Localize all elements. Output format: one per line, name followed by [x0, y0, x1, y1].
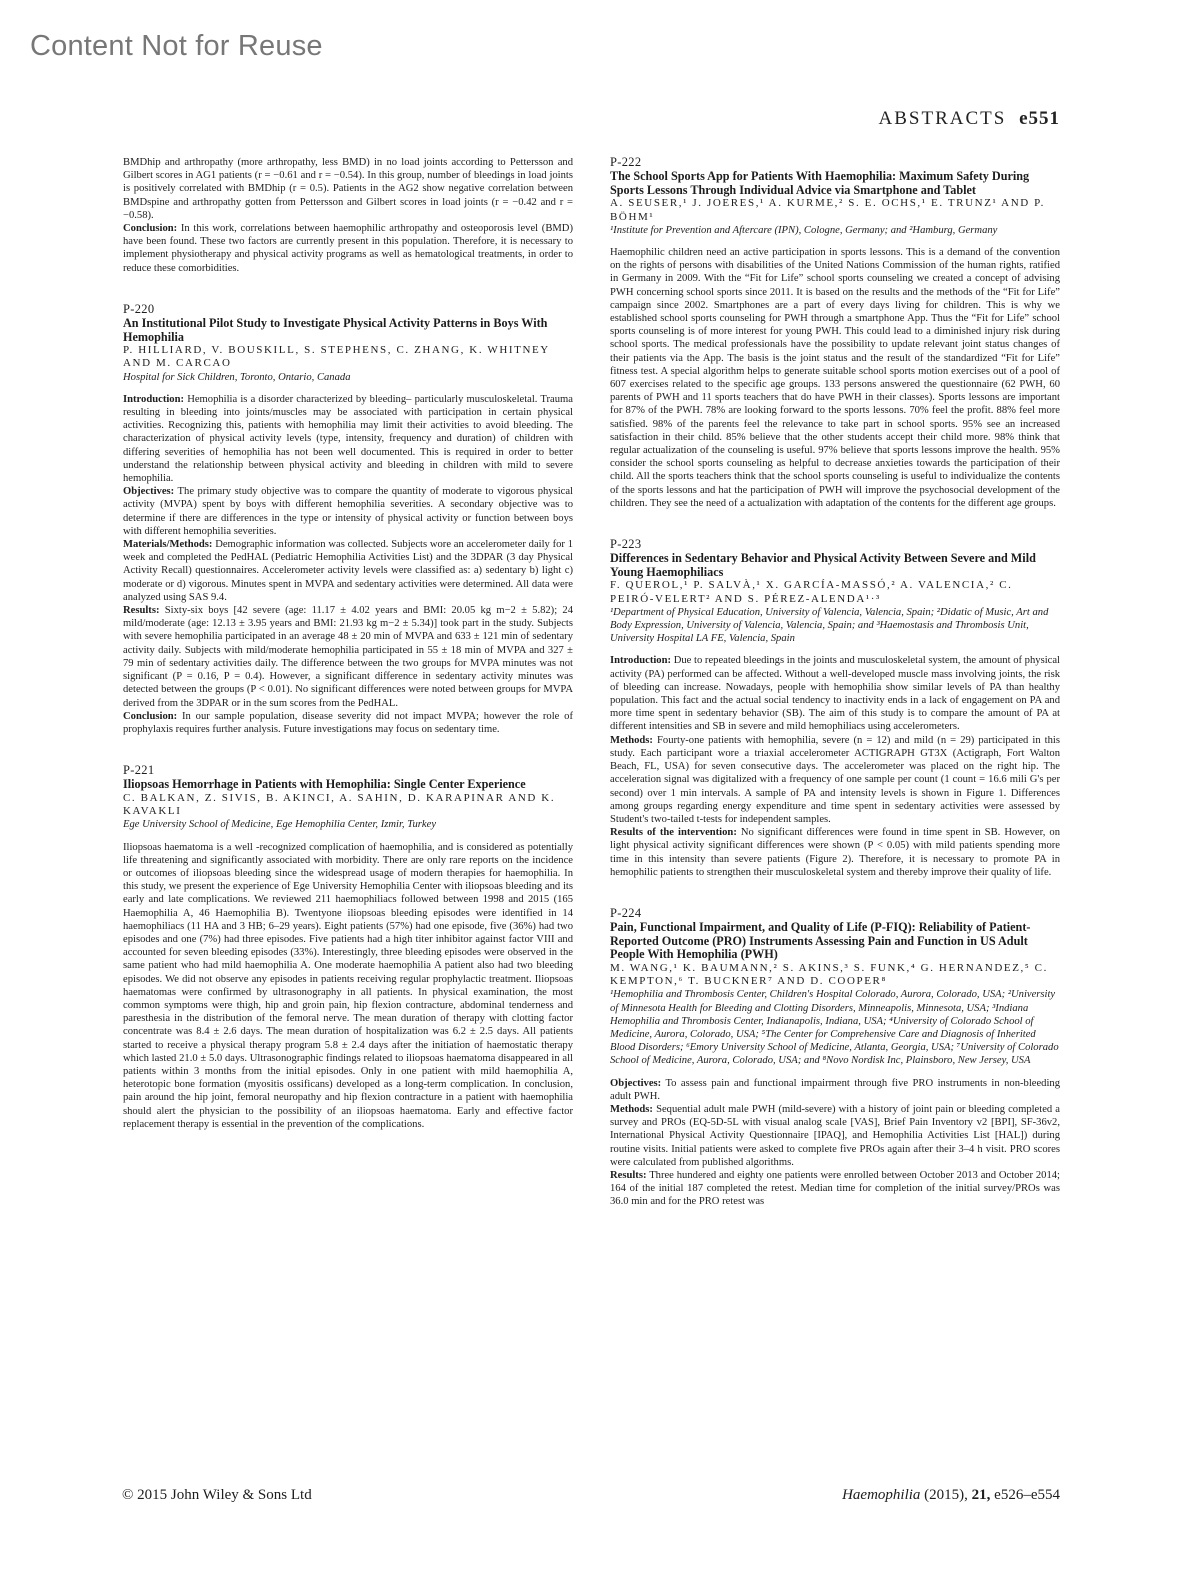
abstract-section	[610, 826, 1060, 879]
abstract-authors: M. WANG,¹ K. BAUMANN,² S. AKINS,³ S. FUNK,⁴ G. HERNANDEZ,⁵ C. KEMPTON,⁶ T. BUCKNER⁷ AND D. COOPER⁸	[610, 961, 1048, 988]
abstract-number: P-223	[610, 537, 642, 552]
right-column	[610, 156, 1060, 1209]
journal-name: Haemophilia	[842, 1487, 921, 1503]
section-label: Methods:	[610, 734, 653, 746]
section-text: Sixty-six boys [42 severe (age: 11.17 ± 4.02 years and BMI: 20.05 kg m−2 ± 5.82); 24 mild/moderate (age: 12.13 ± 3.95 years and BMI: 21.93 kg m−2 ± 5.34)] took part in the study. Subjects with severe hemophilia participated in an average 48 ± 20 min of MVPA and 633 ± 121 min of sedentary activity daily. Subjects with mild/moderate hemophilia participated in 55 ± 18 min of MVPA and 327 ± 79 min of sedentary activities daily. The difference between the two groups for MVPA minutes was not significant (P = 0.16, P = 0.4). However, a significant difference in sedentary activity minutes was detected between the groups (P < 0.01). No significant differences were noted between groups for MVPA derived from the 3DPAR or in the sum scores from the PedHAL.	[123, 605, 573, 709]
section-text: Demographic information was collected. Subjects wore an accelerometer daily for 1 week and completed the PedHAL (Pediatric Hemophilia Activities List) and the 3DPAR (3 day Physical Activity Recall) questionnaires. Accelerometer activity levels were classified as: a) sedentary b) light c) moderate or d) vigorous. Minutes spent in MVPA and sedentary activities were determined. All data were analyzed using SAS 9.4.	[123, 539, 573, 603]
section-text: Three hundered and eighty one patients were enrolled between October 2013 and October 2014; 164 of the initial 187 completed the retest. Median time for completion of the initial survey/PROs was 36.0 min and for the PRO retest was	[610, 1169, 1060, 1208]
abstract-section	[123, 604, 573, 710]
abstract-section	[123, 710, 573, 736]
journal-year: (2015),	[924, 1487, 968, 1503]
abstract-title: Pain, Functional Impairment, and Quality of Life (P-FIQ): Reliability of Patient-Reported Outcome (PRO) Instruments Assessing Pain and Function in US Adult People With Hemophilia (PWH)	[610, 920, 1031, 962]
section-text: Due to repeated bleedings in the joints and musculoskeletal system, the amount of physical activity (PA) performed can be affected. Without a well-developed muscle mass involving joints, the risk of bleeding can increase. Nowadays, people with hemophilia show similar levels of PA than healthy population. This fact and the actual social tendency to inactivity ends in a lack of engagement on PA and more time spent in sedentary behavior (SB). The aim of this study is to compare the amount of PA at different intensities and SB in severe and mild hemophiliacs using accelerometers.	[610, 655, 1060, 733]
watermark: Content Not for Reuse	[30, 30, 323, 62]
abstract-affiliation: ¹Department of Physical Education, University of Valencia, Valencia, Spain; ²Didatic of Music, Art and Body Expression, University of Valencia, Valencia, Spain; and ³Haemostasis and Thrombosis Unit, University Hospital LA FE, Valencia, Spain	[610, 606, 1049, 645]
abstract-p223	[610, 538, 1060, 879]
section-text: No significant differences were found in time spent in SB. However, on light physical activity significant differences were shown (P < 0.05) with mild patients spending more time in this intensity than severe patients (Figure 2). Therefore, it is necessary to promote PA in hemophilic patients to strengthen their musculoskeletal system and thereby improve their quality of life.	[610, 827, 1060, 878]
footer-citation	[842, 1487, 1060, 1504]
section-label: Materials/Methods:	[123, 539, 213, 551]
abstract-affiliation: ¹Institute for Prevention and Aftercare (IPN), Cologne, Germany; and ²Hamburg, Germany	[610, 224, 998, 236]
section-text: In our sample population, disease severity did not impact MVPA; however the role of prophylaxis requires further analysis. Future investigations may focus on sedentary time.	[123, 710, 573, 735]
abstract-number: P-221	[123, 763, 155, 778]
section-label: Objectives:	[610, 1077, 662, 1089]
section-text: Sequential adult male PWH (mild-severe) with a history of joint pain or bleeding completed a survey and PROs (EQ-5D-5L with visual analog scale [VAS], Brief Pain Inventory v2 [BPI], SF-36v2, International Physical Activity Questionnaire [IPAQ], and Hemophilia Activities List [HAL]) during routine visits. Initial patients were asked to complete five PROs again after their 3–4 h visit. PRO scores were calculated from published algorithms.	[610, 1103, 1060, 1168]
section-label: Introduction:	[123, 393, 185, 405]
abstract-title: The School Sports App for Patients With Haemophilia: Maximum Safety During Sports Lessons Through Individual Advice via Smartphone and Tablet	[610, 169, 1030, 197]
abstract-authors: P. HILLIARD, V. BOUSKILL, S. STEPHENS, C. ZHANG, K. WHITNEY AND M. CARCAO	[123, 344, 550, 370]
abstract-number: P-220	[123, 301, 155, 316]
abstract-title: An Institutional Pilot Study to Investigate Physical Activity Patterns in Boys With Hemophilia	[123, 316, 548, 344]
abstract-number: P-224	[610, 905, 642, 920]
section-label: Results:	[610, 1169, 647, 1181]
abstract-number: P-222	[610, 155, 642, 169]
page-number: e551	[1019, 108, 1060, 129]
abstract-section	[610, 654, 1060, 733]
footer-copyright: © 2015 John Wiley & Sons Ltd	[122, 1487, 312, 1503]
section-text: The primary study objective was to compare the quantity of moderate to vigorous physical activity (MVPA) spent by boys with different hemophilia severities. A secondary objective was to determine if there are differences in the type or intensity of physical activity or function between boys with different hemophilia severities.	[123, 486, 574, 537]
section-text: To assess pain and functional impairment through five PRO instruments in non-bleeding adult PWH.	[610, 1077, 1060, 1102]
journal-volume: 21,	[971, 1487, 991, 1503]
section-label: Results:	[123, 605, 160, 617]
abstract-p224	[610, 907, 1060, 1209]
abstract-section	[123, 538, 573, 604]
abstract-title: Differences in Sedentary Behavior and Physical Activity Between Severe and Mild Young Haemophiliacs	[610, 551, 1036, 579]
abstract-section	[610, 1077, 1060, 1103]
abstract-body: Iliopsoas haematoma is a well -recognized complication of haemophilia, and is considered as potentially life threatening and significantly associated with morbidity. There are only rare reports on the incidence or outcomes of iliopsoas bleeding since the widespread usage of modern therapies for haemophilia. In this study, we present the experience of Ege University Hemophilia Center with iliopsoas bleeding and its early and late complications. We reviewed 211 haemophiliacs followed between 1998 and 2015 (165 Haemophilia A, 46 Haemophilia B). Twentyone iliopsoas bleeding episodes were identified in 14 haemophiliacs (11 HA and 3 HB; 6–29 years). Eight patients (57%) had one episode, five (36%) had two episodes and one (7%) had three episodes. Five patients had a high titer inhibitor against factor VIII and accounted for seven bleeding episodes (33%). Interestingly, three bleeding episodes were observed in the same patient who had mild haemophilia A. One moderate haemophilia A patient also had two bleeding episodes. We did not observe any episodes in patients receiving regular prophylactic treatment. Iliopsoas haematomas were confirmed by ultrasonography in all patients. In physical examination, the most common symptoms were thigh, hip and groin pain, hip flexion contracture, abdominal tenderness and paresthesia in the distribution of the femoral nerve. The mean duration of therapy with clotting factor concentrate was 8.4 ± 2.6 days. The mean duration of hospitalization was 6.2 ± 2.5 days. All patients started to receive a physical therapy program 5.8 ± 2.4 days after the initiation of haemostatic therapy which lasted 21.0 ± 5.0 days. Ultrasonographic findings related to iliopsoas haematoma disappeared in all patients within 3 months from the initial episodes. Only in one patient with mild haemophilia A, heterotopic bone formation (myositis ossificans) developed as a long-term complication. In conclusion, pain around the hip joint, femoral neuropathy and hip flexion contracture in a patient with haemophilia should alert the physician to the possibility of an iliopsoas haematoma. Early and effective factor replacement therapy is essential in the prevention of the complications.	[123, 841, 573, 1130]
continuation-conclusion	[123, 222, 573, 275]
section-label: Objectives:	[123, 486, 175, 498]
abstract-affiliation: ¹Hemophilia and Thrombosis Center, Children's Hospital Colorado, Aurora, Colorado, USA; ²University of Minnesota Health for Bleeding and Clotting Disorders, Minneapolis, Minnesota, USA; ³Indiana Hemophilia and Thrombosis Center, Indianapolis, Indiana, USA; ⁴University of Colorado School of Medicine, Aurora, Colorado, USA; ⁵The Center for Comprehensive Care and Diagnosis of Inherited Blood Disorders; ⁶Emory University School of Medicine, Atlanta, Georgia, USA; ⁷University of Colorado School of Medicine, Aurora, Colorado, USA; and ⁸Novo Nordisk Inc, Plainsboro, New Jersey, USA	[610, 989, 1059, 1067]
section-text: In this work, correlations between haemophilic arthropathy and osteoporosis level (BMD) have been found. These two factors are currently present in this population. Therefore, it is necessary to implement physiotherapy and physical activity programs as well as hematological treatments, in order to reduce these comorbidities.	[123, 223, 573, 274]
section-text: Fourty-one patients with hemophilia, severe (n = 12) and mild (n = 29) participated in this study. Each participant wore a triaxial accelerometer ACTIGRAPH GT3X (Actigraph, Fort Walton Beach, FL, USA) for seven consecutive days. The accelerometer was placed on the right hip. The acceleration signal was digitalized with a frequency of one sample per count (1 count = 16.6 mili G's per second) over 1 min intervals. A sample of PA and intensity levels is shown in Figure 1. Differences among groups regarding energy expenditure and time spent in sedentary activities were assessed by Student's two-tailed t-tests for independent samples.	[610, 734, 1060, 825]
abstract-title: Iliopsoas Hemorrhage in Patients with Hemophilia: Single Center Experience	[123, 777, 526, 792]
journal-pages: e526–e554	[994, 1487, 1060, 1503]
abstract-section	[123, 485, 573, 538]
section-name: ABSTRACTS	[878, 108, 1007, 129]
abstract-affiliation: Ege University School of Medicine, Ege Hemophilia Center, Izmir, Turkey	[123, 819, 437, 831]
abstract-section	[610, 734, 1060, 826]
abstract-body: Haemophilic children need an active participation in sports lessons. This is a demand of the convention on the rights of persons with disabilities of the United Nations Commission of the human rights, ratified in Germany in 2009. With the “Fit for Life” school sports counseling we created a concept of advising PWH concerning school sports since 2011. It is based on the results and the methods of the “Fit for Life” campaign since 2002. Smartphones are a part of every days living for children. This is why we established school sports counseling for PWH through a smartphone App. Thus the “Fit for Life” school sports counseling is of more interest for young PWH. This could lead to a diminished injury risk during school sports. The medical professionals have the possibility to update relevant joint status changes of their patients via the App. The basis is the joint status and the result of the standardized “Fit for Life” fitness test. A special algorithm helps to generate suitable school sports motion exercises out of a pool of 607 exercises related to the specific age groups. 133 persons answered the questionnaire (62 PWH, 60 parents of PWH and 11 sports teachers that do have PWH in their classes). Sports lessons are important for 87% of the PWH. 78% are looking forward to the sports lessons. 70% feel the profit. 88% feel more satisfied. 98% of the parents feel the relevance to take part in school sports. 95% see an increased satisfaction in their child. 85% believe that the other students accept their child more. 98% think that regular actualization of the counseling is useful. 97% believe that sports lessons improve the health. 95% consider the school sports counseling as helpful to decrease anxieties towards the participation of their child. All the sports teachers think that the school sports counseling is useful to individualize the contents of the sports lessons and hat the participation of PWH will improve the psychosocial development of the children. They see the need of a actualization with adaptation of the contents for the different age groups.	[610, 247, 1060, 509]
abstract-section	[123, 393, 573, 485]
abstract-affiliation: Hospital for Sick Children, Toronto, Ontario, Canada	[123, 371, 351, 383]
abstract-p220	[123, 303, 573, 736]
abstract-authors: F. QUEROL,¹ P. SALVÀ,¹ X. GARCÍA-MASSÓ,² A. VALENCIA,² C. PEIRÓ-VELERT² AND S. PÉREZ-ALENDA¹·³	[610, 579, 1013, 605]
section-label: Methods:	[610, 1103, 653, 1115]
section-text: Hemophilia is a disorder characterized by bleeding– particularly musculoskeletal. Trauma resulting in bleeding into joints/muscles may be associated with participation in certain physical activities. Recognizing this, patients with hemophilia may limit their activities to avoid bleeding. The characterization of physical activity levels (type, intensity, frequency and duration) of children with differing severities of hemophilia has not been well documented. This is required in order to better understand the relationship between physical activity and bleeding in children with mild to severe hemophilia.	[123, 393, 573, 485]
abstract-authors: A. SEUSER,¹ J. JOERES,¹ A. KURME,² S. E. OCHS,¹ E. TRUNZ¹ AND P. BÖHM¹	[610, 197, 1045, 223]
left-column	[123, 156, 573, 1131]
continuation-text: BMDhip and arthropathy (more arthropathy, less BMD) in no load joints according to Pettersson and Gilbert scores in AG1 patients (r = −0.61 and r = −0.54). In this group, number of bleedings in load joints is positively correlated with BMDhip (r = 0.5). Patients in the AG2 show negative correlation between BMDspine and arthropathy gotten from Pettersson and Gilbert scores in load joints (r = −0.42 and r = −0.58).	[123, 157, 573, 221]
abstract-section	[610, 1169, 1060, 1209]
abstract-section	[610, 1103, 1060, 1169]
section-label: Introduction:	[610, 655, 672, 667]
running-head	[879, 108, 1061, 130]
abstract-p222	[610, 156, 1060, 510]
section-label: Conclusion:	[123, 223, 178, 235]
abstract-p221	[123, 764, 573, 1131]
section-label: Results of the intervention:	[610, 827, 737, 839]
section-label: Conclusion:	[123, 710, 178, 722]
abstract-authors: C. BALKAN, Z. SIVIS, B. AKINCI, A. SAHIN, D. KARAPINAR AND K. KAVAKLI	[123, 791, 556, 818]
